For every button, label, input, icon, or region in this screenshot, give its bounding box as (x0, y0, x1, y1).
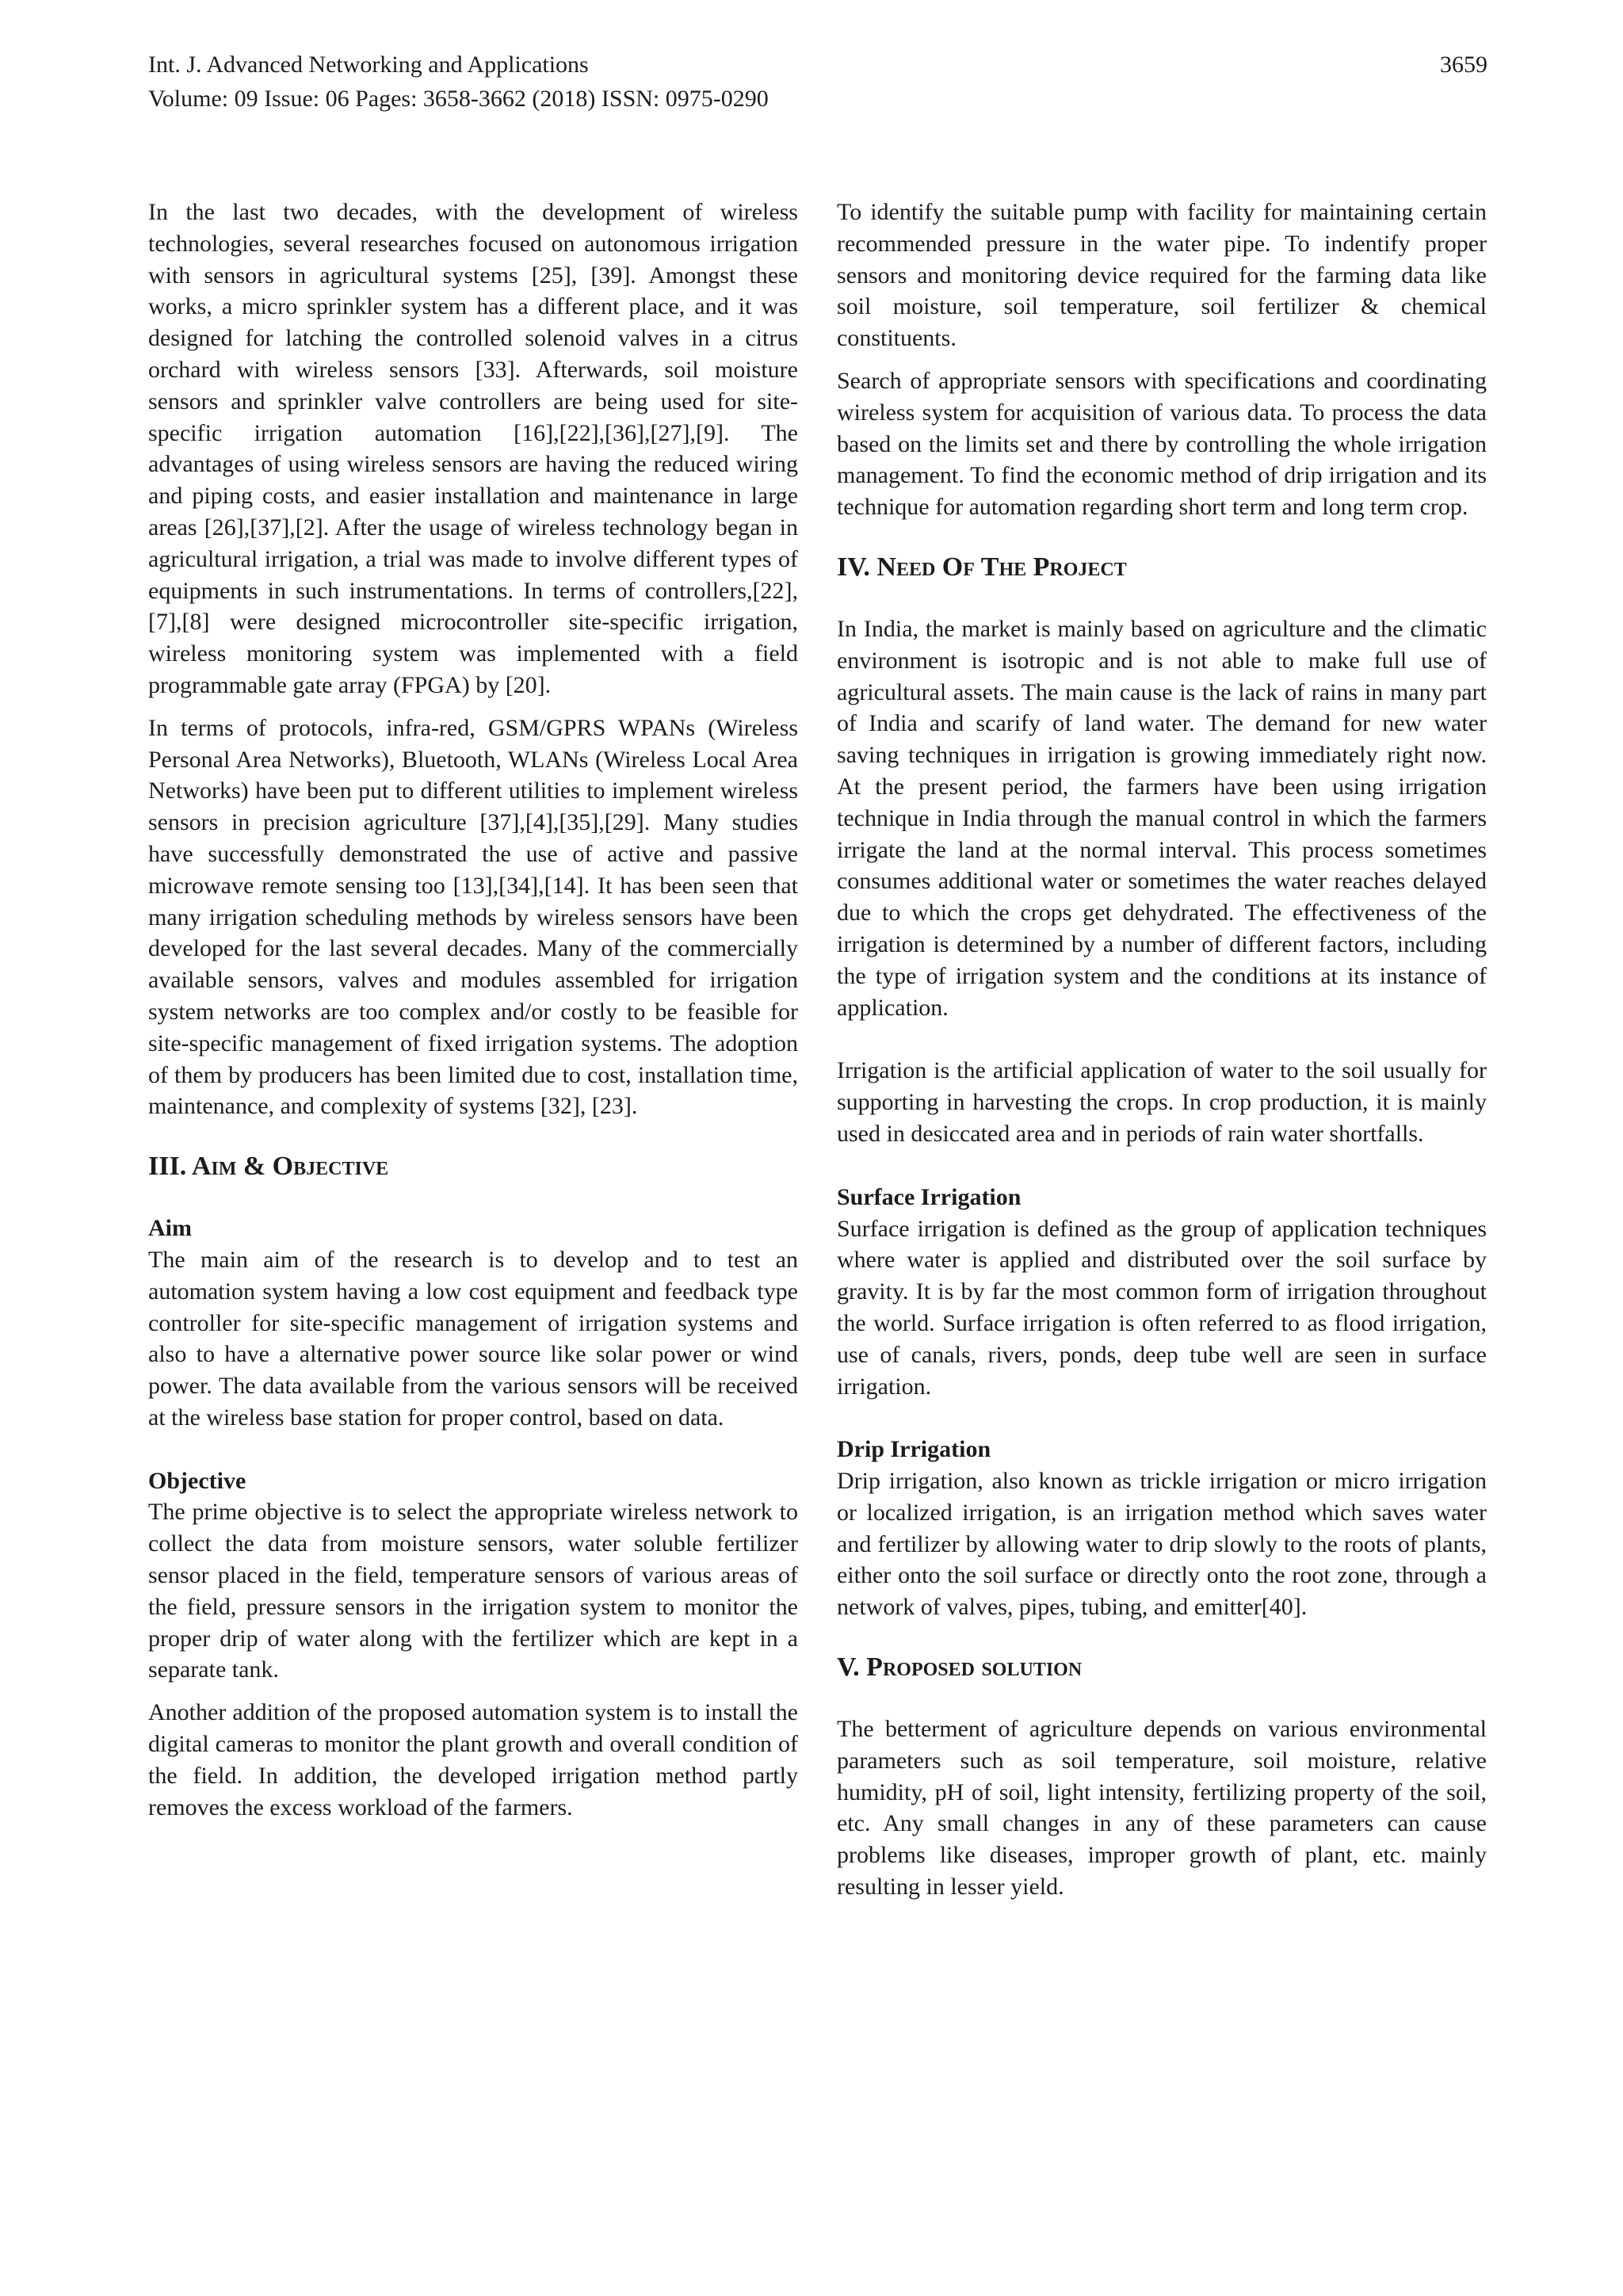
paragraph: Drip irrigation, also known as trickle irrigation or micro irrigation or localized irrigation, is an irrigation method which saves water and fertilizer by allowing water to drip slowly to the roots of plants, either onto the soil surface or directly onto the root zone, through a network of valves, pipes, tubing, and emitter[40]. (837, 1468, 1487, 1621)
paragraph: Search of appropriate sensors with specifications and coordinating wireless system for acquisition of various data. To process the data based on the limits set and there by controlling the whole irrigation management. To find the economic method of drip irrigation and its technique for automation regarding short term and long term crop. (837, 367, 1487, 521)
paragraph: The betterment of agriculture depends on various environmental parameters such as soil temperature, soil moisture, relative humidity, pH of soil, light intensity, fertilizing property of the soil, etc. Any small changes in any of these parameters can cause problems like diseases, improper growth of plant, etc. mainly resulting in lesser yield. (837, 1716, 1487, 1901)
page-header (148, 48, 1487, 116)
paragraph: Another addition of the proposed automation system is to install the digital cameras to monitor the plant growth and overall condition of the field. In addition, the developed irrigation method partly removes the excess workload of the farmers. (148, 1699, 798, 1820)
paragraph: The prime objective is to select the appropriate wireless network to collect the data from moisture sensors, water soluble fertilizer sensor placed in the field, temperature sensors of various areas of the field, pressure sensors in the irrigation system to monitor the proper drip of water along with the fertilizer which are kept in a separate tank. (148, 1499, 798, 1683)
journal-name: Int. J. Advanced Networking and Applications (148, 52, 589, 78)
left-column (148, 197, 798, 1823)
paragraph: Irrigation is the artificial application of water to the soil usually for supporting in harvesting the crops. In crop production, it is mainly used in desiccated area and in periods of rain water shortfalls. (837, 1057, 1487, 1147)
section-heading-proposed-solution: V. Proposed solution (837, 1652, 1083, 1683)
paragraph: Surface irrigation is defined as the group of application techniques where water is applied and distributed over the soil surface by gravity. It is by far the most common form of irrigation throughout the world. Surface irrigation is often referred to as flood irrigation, use of canals, rivers, ponds, deep tube well are seen in surface irrigation. (837, 1215, 1487, 1400)
paragraph: In the last two decades, with the development of wireless technologies, several researches focused on autonomous irrigation with sensors in agricultural systems [25], [39]. Amongst these works, a micro sprinkler system has a different place, and it was designed for latching the controlled solenoid valves in a citrus orchard with wireless sensors [33]. Afterwards, soil moisture sensors and sprinkler valve controllers are being used for site-specific irrigation automation [16],[22],[36],[27],[9]. The advantages of using wireless sensors are having the reduced wiring and piping costs, and easier installation and maintenance in large areas [26],[37],[2]. After the usage of wireless technology began in agricultural irrigation, a trial was made to involve different types of equipments in such instrumentations. In terms of controllers,[22],[7],[8] were designed microcontroller site-specific irrigation, wireless monitoring system was implemented with a field programmable gate array (FPGA) by [20]. (148, 199, 798, 698)
subheading-surface-irrigation: Surface Irrigation (837, 1183, 1022, 1210)
section-heading-aim-objective: III. Aim & Objective (148, 1152, 389, 1182)
journal-volume: Volume: 09 Issue: 06 Pages: 3658-3662 (2018) ISSN: 0975-0290 (148, 86, 769, 112)
paragraph: In terms of protocols, infra-red, GSM/GPRS WPANs (Wireless Personal Area Networks), Bluetooth, WLANs (Wireless Local Area Networks) have been put to different utilities to implement wireless sensors in precision agriculture [37],[4],[35],[29]. Many studies have successfully demonstrated the use of active and passive microwave remote sensing too [13],[34],[14]. It has been seen that many irrigation scheduling methods by wireless sensors have been developed for the last several decades. Many of the commercially available sensors, valves and modules assembled for irrigation system networks are too complex and/or costly to be feasible for site-specific management of fixed irrigation systems. The adoption of them by producers has been limited due to cost, installation time, maintenance, and complexity of systems [32], [23]. (148, 714, 798, 1120)
paragraph: To identify the suitable pump with facility for maintaining certain recommended pressure in the water pipe. To indentify proper sensors and monitoring device required for the farming data like soil moisture, soil temperature, soil fertilizer & chemical constituents. (837, 199, 1487, 352)
subheading-objective: Objective (148, 1467, 246, 1494)
subheading-drip-irrigation: Drip Irrigation (837, 1436, 991, 1463)
paragraph: In India, the market is mainly based on agriculture and the climatic environment is isotropic and is not able to make full use of agricultural assets. The main cause is the lack of rains in many part of India and scarify of land water. The demand for new water saving techniques in irrigation is growing immediately right now. At the present period, the farmers have been using irrigation technique in India through the manual control in which the farmers irrigate the land at the normal interval. This process sometimes consumes additional water or sometimes the water reaches delayed due to which the crops get dehydrated. The effectiveness of the irrigation is determined by a number of different factors, including the type of irrigation system and the conditions at its instance of application. (837, 615, 1487, 1021)
subheading-aim: Aim (148, 1215, 192, 1242)
page-number: 3659 (1440, 52, 1487, 78)
right-column (837, 197, 1487, 1903)
section-heading-need-of-project: IV. Need Of The Project (837, 552, 1127, 582)
paragraph: The main aim of the research is to develop and to test an automation system having a low cost equipment and feedback type controller for site-specific management of irrigation systems and also to have a alternative power source like solar power or wind power. The data available from the various sensors will be received at the wireless base station for proper control, based on data. (148, 1246, 798, 1431)
